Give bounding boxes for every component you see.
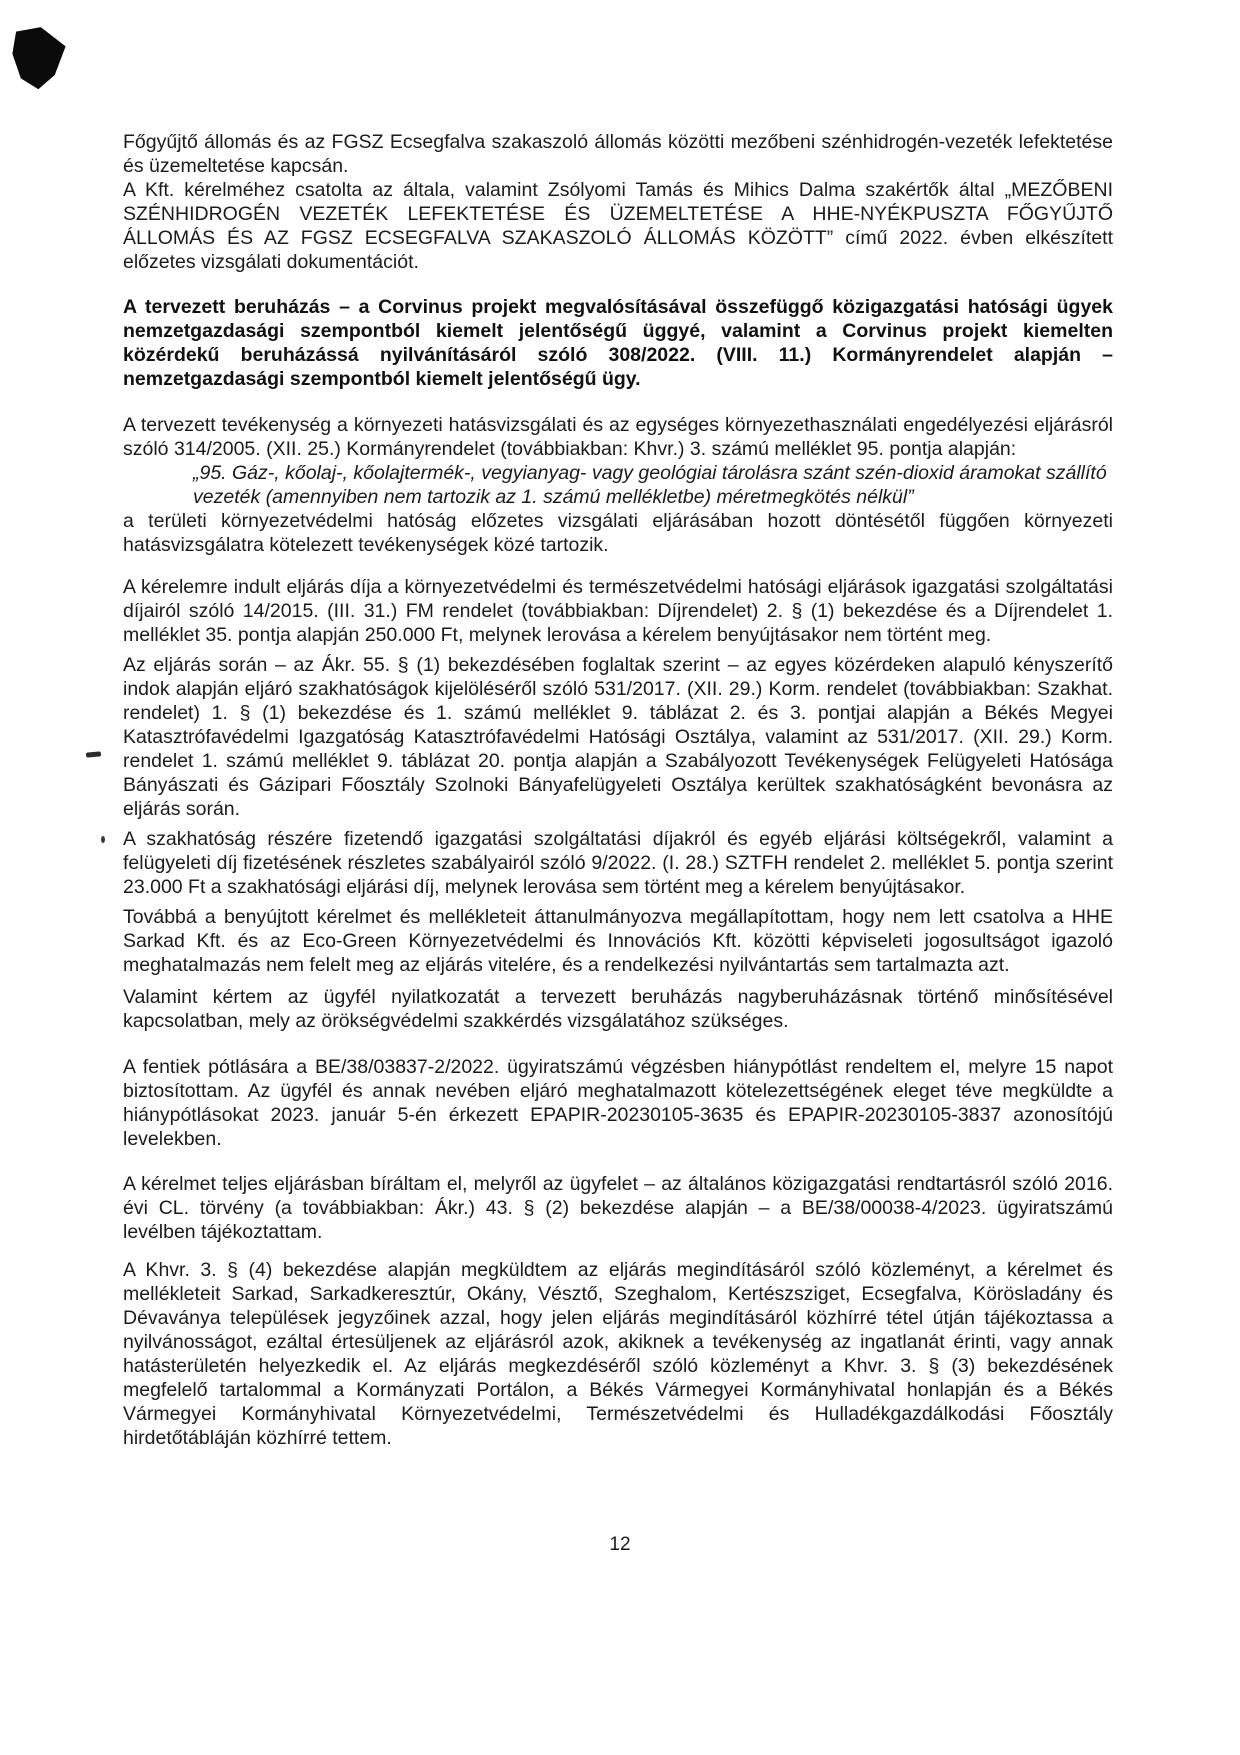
body-paragraph: A kérelmet teljes eljárásban bíráltam el, melyről az ügyfelet – az általános közigazgatási rendtartásról szóló 2016. évi CL. törvény (a továbbiakban: Ákr.) 43. § (2) bekezdése alapján – a BE/38/00038-4/2023. ügyiratszámú levélben tájékoztattam. [123,1173,1113,1243]
scan-ink-blot-corner [8,24,67,92]
body-paragraph: Továbbá a benyújtott kérelmet és mellékleteit áttanulmányozva megállapítottam, hogy nem lett csatolva a HHE Sarkad Kft. és az Eco-Green Környezetvédelmi és Innovációs Kft. közötti képviseleti jogosultságot igazoló meghatalmazás nem felelt meg az eljárás vitelére, és a rendelkezési nyilvántartás sem tartalmazta azt. [123,906,1113,976]
scan-ink-dash-left-margin [86,751,101,757]
body-paragraph: A Kft. kérelméhez csatolta az általa, valamint Zsólyomi Tamás és Mihics Dalma szakértők által „MEZŐBENI SZÉNHIDROGÉN VEZETÉK LEFEKTETÉSE ÉS ÜZEMELTETÉSE A HHE-NYÉKPUSZTA FŐGYŰJTŐ ÁLLOMÁS ÉS AZ FGSZ ECSEGFALVA SZAKASZOLÓ ÁLLOMÁS KÖZÖTT” című 2022. évben elkészített előzetes vizsgálati dokumentációt. [123,179,1113,273]
legal-quotation: „95. Gáz-, kőolaj-, kőolajtermék-, vegyianyag- vagy geológiai tárolásra szánt szén-dioxid áramokat szállító vezeték (amennyiben nem tartozik az 1. számú mellékletbe) méretmegkötés nélkül” [193,462,1107,508]
body-paragraph: A szakhatóság részére fizetendő igazgatási szolgáltatási díjakról és egyéb eljárási költségekről, valamint a felügyeleti díj fizetésének részletes szabályairól szóló 9/2022. (I. 28.) SZTFH rendelet 2. melléklet 5. pontja szerint 23.000 Ft a szakhatósági eljárási díj, melynek lerovása sem történt meg a kérelem benyújtásakor. [123,828,1113,898]
bold-statement-paragraph: A tervezett beruházás – a Corvinus projekt megvalósításával összefüggő közigazgatási hatósági ügyek nemzetgazdasági szempontból kiemelt jelentőségű üggyé, valamint a Corvinus projekt kiemelten közérdekű beruházássá nyilvánításáról szóló 308/2022. (VIII. 11.) Kormányrendelet alapján – nemzetgazdasági szempontból kiemelt jelentőségű ügy. [123,296,1113,390]
body-paragraph: A tervezett tevékenység a környezeti hatásvizsgálati és az egységes környezethasználati engedélyezési eljárásról szóló 314/2005. (XII. 25.) Kormányrendelet (továbbiakban: Khvr.) 3. számú melléklet 95. pontja alapján: [123,414,1113,460]
body-paragraph: A fentiek pótlására a BE/38/03837-2/2022. ügyiratszámú végzésben hiánypótlást rendeltem el, melyre 15 napot biztosítottam. Az ügyfél és annak nevében eljáró meghatalmazott kötelezettségének eleget téve megküldte a hiánypótlásokat 2023. január 5-én érkezett EPAPIR-20230105-3635 és EPAPIR-20230105-3837 azonosítójú levelekben. [123,1056,1113,1150]
page-number: 12 [609,1534,631,1555]
body-paragraph: Az eljárás során – az Ákr. 55. § (1) bekezdésében foglaltak szerint – az egyes közérdeken alapuló kényszerítő indok alapján eljáró szakhatóságok kijelöléséről szóló 531/2017. (XII. 29.) Korm. rendelet (továbbiakban: Szakhat. rendelet) 1. § (1) bekezdése és 1. számú melléklet 9. táblázat 2. és 3. pontjai alapján a Békés Megyei Katasztrófavédelmi Igazgatóság Katasztrófavédelmi Hatósági Osztálya, valamint az 531/2017. (XII. 29.) Korm. rendelet 1. számú melléklet 9. táblázat 20. pontja alapján a Szabályozott Tevékenységek Felügyeleti Hatósága Bányászati és Gázipari Főosztály Szolnoki Bányafelügyeleti Osztálya kerültek szakhatóságként bevonásra az eljárás során. [123,654,1113,820]
body-paragraph: a területi környezetvédelmi hatóság előzetes vizsgálati eljárásában hozott döntésétől függően környezeti hatásvizsgálatra kötelezett tevékenységek közé tartozik. [123,510,1113,556]
scan-ink-speck-left-margin [101,836,105,843]
body-paragraph: A kérelemre indult eljárás díja a környezetvédelmi és természetvédelmi hatósági eljárások igazgatási szolgáltatási díjairól szóló 14/2015. (III. 31.) FM rendelet (továbbiakban: Díjrendelet) 2. § (1) bekezdése és a Díjrendelet 1. melléklet 35. pontja alapján 250.000 Ft, melynek lerovása a kérelem benyújtásakor nem történt meg. [123,576,1113,646]
body-paragraph: A Khvr. 3. § (4) bekezdése alapján megküldtem az eljárás megindításáról szóló közleményt, a kérelmet és mellékleteit Sarkad, Sarkadkeresztúr, Okány, Vésztő, Szeghalom, Kertészsziget, Ecsegfalva, Körösladány és Dévaványa települések jegyzőinek azzal, hogy jelen eljárás megindításáról közhírré tétel útján tájékoztassa a nyilvánosságot, ezáltal értesüljenek az eljárásról azok, akiknek a tevékenység az ingatlanát érinti, vagy annak hatásterületén helyezkedik el. Az eljárás megkezdéséről szóló közleményt a Khvr. 3. § (3) bekezdésének megfelelő tartalommal a Kormányzati Portálon, a Békés Vármegyei Kormányhivatal honlapján és a Békés Vármegyei Kormányhivatal Környezetvédelmi, Természetvédelmi és Hulladékgazdálkodási Főosztály hirdetőtábláján közhírré tettem. [123,1259,1113,1449]
body-paragraph: Főgyűjtő állomás és az FGSZ Ecsegfalva szakaszoló állomás közötti mezőbeni szénhidrogén-vezeték lefektetése és üzemeltetése kapcsán. [123,131,1113,177]
document-body [123,130,1113,1450]
body-paragraph: Valamint kértem az ügyfél nyilatkozatát a tervezett beruházás nagyberuházásnak történő minősítésével kapcsolatban, mely az örökségvédelmi szakkérdés vizsgálatához szükséges. [123,986,1113,1032]
